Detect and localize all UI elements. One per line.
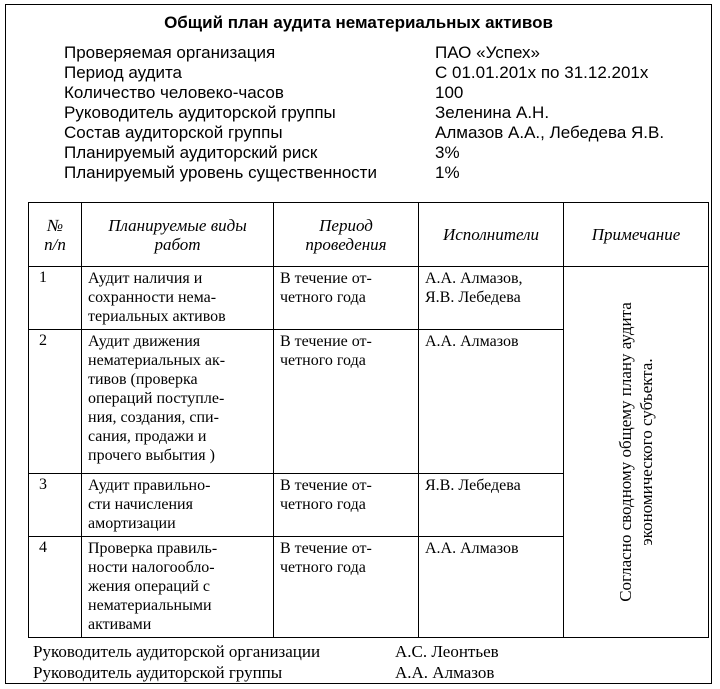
work-line: Аудит правильно- bbox=[88, 477, 211, 494]
work-line: операций поступле- bbox=[88, 390, 225, 407]
info-label: Планируемый уровень существенности bbox=[64, 163, 377, 182]
note-line: Согласно сводному общему плану аудита bbox=[616, 302, 635, 602]
work-line: жения операций с bbox=[88, 578, 210, 595]
row-number: 1 bbox=[29, 267, 82, 330]
row-number: 4 bbox=[29, 537, 82, 638]
row-work bbox=[82, 537, 274, 638]
work-line: нематериальными bbox=[88, 597, 212, 614]
work-line: сохранности нема- bbox=[88, 289, 217, 306]
performer-line: Я.В. Лебедева bbox=[425, 289, 521, 306]
note-line: экономического субъекта. bbox=[637, 358, 656, 546]
work-line: активами bbox=[88, 616, 152, 633]
header-note: Примечание bbox=[564, 203, 709, 267]
period-line: В течение от- bbox=[280, 477, 372, 494]
info-value: Зеленина А.Н. bbox=[435, 103, 550, 122]
info-label: Руководитель аудиторской группы bbox=[64, 103, 336, 122]
row-work bbox=[82, 330, 274, 474]
info-label: Состав аудиторской группы bbox=[64, 123, 283, 142]
work-line: тивов (проверка bbox=[88, 371, 198, 388]
header-text: п/п bbox=[44, 234, 66, 254]
work-line: Аудит движения bbox=[88, 333, 201, 350]
signature-label: Руководитель аудиторской организации bbox=[33, 642, 321, 661]
header-text: Планируемые виды bbox=[108, 215, 247, 235]
info-label: Проверяемая организация bbox=[64, 43, 276, 62]
period-line: четного года bbox=[280, 352, 366, 369]
work-line: сти начисления bbox=[88, 496, 193, 513]
row-performers bbox=[419, 474, 564, 537]
work-line: Аудит наличия и bbox=[88, 270, 203, 287]
row-period bbox=[274, 474, 419, 537]
info-value: ПАО «Успех» bbox=[435, 43, 540, 62]
header-text: № bbox=[46, 215, 64, 235]
period-line: четного года bbox=[280, 559, 366, 576]
audit-plan-table bbox=[28, 202, 709, 638]
info-value: 3% bbox=[435, 143, 460, 162]
document-title: Общий план аудита нематериальных активов bbox=[164, 13, 553, 32]
performer-line: А.А. Алмазов, bbox=[425, 270, 523, 287]
work-line: амортизации bbox=[88, 515, 176, 532]
row-period bbox=[274, 537, 419, 638]
row-performers bbox=[419, 330, 564, 474]
signature-name: А.А. Алмазов bbox=[395, 663, 495, 682]
period-line: В течение от- bbox=[280, 540, 372, 557]
work-line: Проверка правиль- bbox=[88, 540, 218, 557]
performer-line: А.А. Алмазов bbox=[425, 540, 519, 557]
row-work bbox=[82, 267, 274, 330]
info-value: С 01.01.201х по 31.12.201х bbox=[435, 63, 649, 82]
work-line: нематериальных ак- bbox=[88, 352, 226, 369]
info-value: 1% bbox=[435, 163, 460, 182]
table-row bbox=[29, 267, 709, 330]
info-label: Количество человеко-часов bbox=[64, 83, 284, 102]
note-cell bbox=[564, 267, 709, 638]
period-line: четного года bbox=[280, 289, 366, 306]
period-line: четного года bbox=[280, 496, 366, 513]
header-text: проведения bbox=[305, 234, 387, 254]
row-performers bbox=[419, 267, 564, 330]
info-value: Алмазов А.А., Лебедева Я.В. bbox=[435, 123, 665, 142]
header-period bbox=[274, 203, 419, 267]
row-number: 2 bbox=[29, 330, 82, 474]
signature-label: Руководитель аудиторской группы bbox=[33, 663, 283, 682]
period-line: В течение от- bbox=[280, 270, 372, 287]
period-line: В течение от- bbox=[280, 333, 372, 350]
row-period bbox=[274, 330, 419, 474]
info-label: Планируемый аудиторский риск bbox=[64, 143, 318, 162]
work-line: сания, продажи и bbox=[88, 428, 207, 445]
work-line: ности налогообло- bbox=[88, 559, 215, 576]
header-performers: Исполнители bbox=[419, 203, 564, 267]
info-value: 100 bbox=[435, 83, 464, 102]
work-line: ния, создания, спи- bbox=[88, 409, 219, 426]
table-header-row bbox=[29, 203, 709, 267]
document-sheet bbox=[5, 4, 712, 684]
header-num bbox=[29, 203, 82, 267]
work-line: прочего выбытия ) bbox=[88, 447, 215, 464]
header-work bbox=[82, 203, 274, 267]
note-text bbox=[615, 267, 657, 637]
header-text: работ bbox=[154, 234, 201, 254]
performer-line: А.А. Алмазов bbox=[425, 333, 519, 350]
info-label: Период аудита bbox=[64, 63, 183, 82]
row-period bbox=[274, 267, 419, 330]
header-text: Период bbox=[319, 215, 373, 235]
signature-name: А.С. Леонтьев bbox=[395, 642, 499, 661]
work-line: териальных активов bbox=[88, 308, 226, 325]
row-performers bbox=[419, 537, 564, 638]
row-number: 3 bbox=[29, 474, 82, 537]
row-work bbox=[82, 474, 274, 537]
performer-line: Я.В. Лебедева bbox=[425, 477, 521, 494]
